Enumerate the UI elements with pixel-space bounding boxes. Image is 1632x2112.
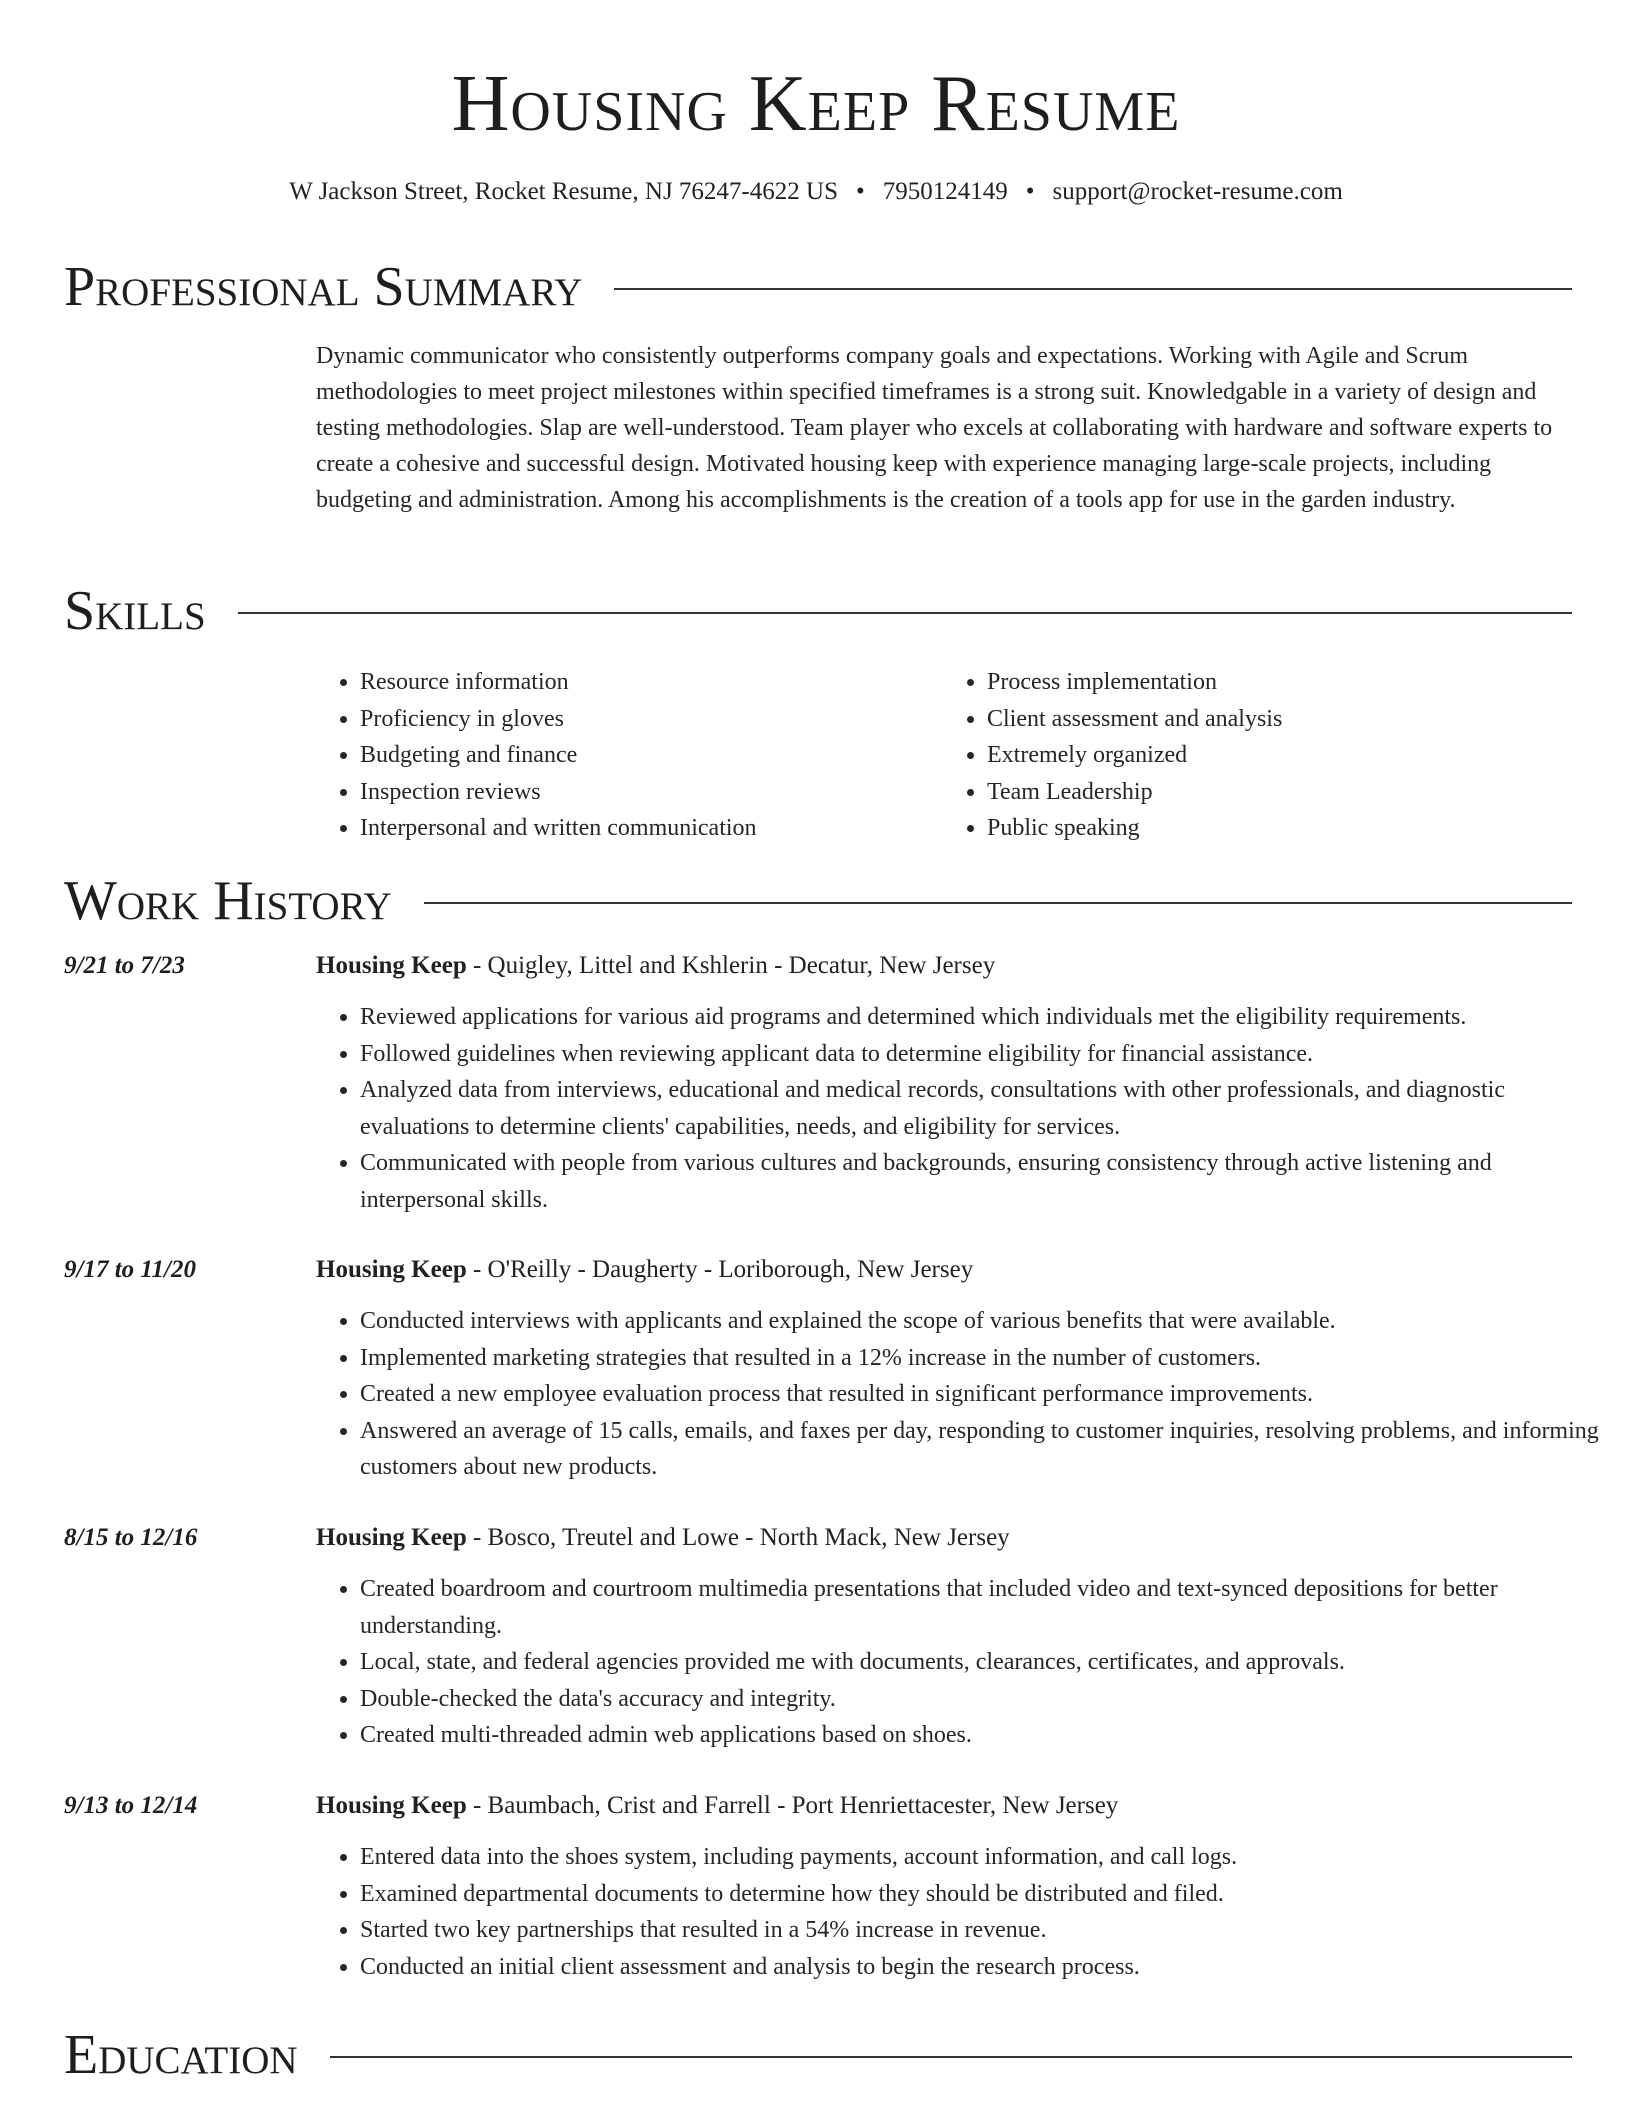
skill-item: • Public speaking (987, 810, 1570, 847)
job-bullet: • Local, state, and federal agencies provided me with documents, clearances, certificates, and approvals. (360, 1644, 1616, 1681)
section-title: Professional Summary (64, 256, 583, 318)
job-bullet: • Followed guidelines when reviewing applicant data to determine eligibility for financial assistance. (360, 1036, 1616, 1073)
contact-email: support@rocket-resume.com (1052, 178, 1343, 205)
section-divider (614, 288, 1572, 290)
job-bullet: • Created boardroom and courtroom multimedia presentations that included video and text-synced depositions for better understanding. (360, 1571, 1616, 1644)
skill-item: • Inspection reviews (360, 774, 943, 811)
skill-item: • Client assessment and analysis (987, 701, 1570, 738)
job-dates: 9/17 to 11/20 (64, 1256, 196, 1283)
job-title: Housing Keep (316, 1792, 467, 1819)
job-dates: 9/13 to 12/14 (64, 1792, 198, 1819)
section-title: Work History (64, 870, 392, 932)
section-header-skills (64, 580, 1572, 642)
job-bullet: • Communicated with people from various cultures and backgrounds, ensuring consistency through active listening and interpersonal skills. (360, 1145, 1616, 1218)
contact-phone: 7950124149 (882, 178, 1008, 205)
section-title: Skills (64, 580, 206, 642)
job-dates: 8/15 to 12/16 (64, 1524, 198, 1551)
contact-line (0, 176, 1632, 208)
contact-separator: • (855, 178, 865, 205)
job-title-line (316, 1521, 1010, 1555)
section-divider (330, 2056, 1572, 2058)
job-bullet: • Analyzed data from interviews, educational and medical records, consultations with other professionals, and diagnostic evaluations to determine clients' capabilities, needs, and eligibility for services. (360, 1072, 1616, 1145)
job-bullets (316, 1303, 1616, 1486)
job-bullets (316, 1839, 1616, 1985)
summary-text: Dynamic communicator who consistently outperforms company goals and expectations. Working with Agile and Scrum methodologies to meet project milestones within specified timeframes is a strong suit. Knowledgable in a variety of design and testing methodologies. Slap are well-understood. Team player who excels at collaborating with hardware and software experts to create a cohesive and successful design. Motivated housing keep with experience managing large-scale projects, including budgeting and administration. Among his accomplishments is the creation of a tools app for use in the garden industry. (316, 343, 1553, 513)
contact-separator: • (1025, 178, 1035, 205)
job-employer: - O'Reilly - Daugherty - Loriborough, New Jersey (466, 1256, 974, 1283)
skill-item: • Budgeting and finance (360, 737, 943, 774)
job-title-line (316, 1253, 973, 1287)
job-bullet: • Created a new employee evaluation process that resulted in significant performance improvements. (360, 1376, 1616, 1413)
job-title-line (316, 949, 995, 983)
skills-column-left (316, 664, 943, 847)
job-bullet: • Implemented marketing strategies that resulted in a 12% increase in the number of customers. (360, 1340, 1616, 1377)
skills-list (316, 664, 1570, 847)
job-bullet: • Reviewed applications for various aid programs and determined which individuals met the eligibility requirements. (360, 999, 1616, 1036)
section-header-work-history (64, 870, 1572, 932)
skill-item: • Process implementation (987, 664, 1570, 701)
section-title: Education (64, 2024, 298, 2086)
section-header-summary (64, 256, 1572, 318)
job-bullet: • Started two key partnerships that resulted in a 54% increase in revenue. (360, 1912, 1616, 1949)
skill-item: • Extremely organized (987, 737, 1570, 774)
skill-item: • Proficiency in gloves (360, 701, 943, 738)
job-dates: 9/21 to 7/23 (64, 952, 185, 979)
section-header-education (64, 2024, 1572, 2086)
job-title: Housing Keep (316, 1524, 467, 1551)
job-employer: - Bosco, Treutel and Lowe - North Mack, New Jersey (466, 1524, 1010, 1551)
skill-item: • Interpersonal and written communication (360, 810, 943, 847)
job-bullet: • Entered data into the shoes system, including payments, account information, and call logs. (360, 1839, 1616, 1876)
job-bullet: • Conducted interviews with applicants and explained the scope of various benefits that were available. (360, 1303, 1616, 1340)
skill-item: • Resource information (360, 664, 943, 701)
job-bullets (316, 1571, 1616, 1754)
job-title: Housing Keep (316, 952, 467, 979)
skill-item: • Team Leadership (987, 774, 1570, 811)
contact-address: W Jackson Street, Rocket Resume, NJ 76247-4622 US (289, 178, 838, 205)
job-title: Housing Keep (316, 1256, 467, 1283)
job-employer: - Quigley, Littel and Kshlerin - Decatur, New Jersey (466, 952, 996, 979)
job-bullet: • Answered an average of 15 calls, emails, and faxes per day, responding to customer inquiries, resolving problems, and informing customers about new products. (360, 1413, 1616, 1486)
section-divider (424, 902, 1572, 904)
job-bullets (316, 999, 1616, 1218)
job-bullet: • Double-checked the data's accuracy and integrity. (360, 1681, 1616, 1718)
job-bullet: • Conducted an initial client assessment and analysis to begin the research process. (360, 1949, 1616, 1986)
job-title-line (316, 1789, 1118, 1823)
job-bullet: • Examined departmental documents to determine how they should be distributed and filed. (360, 1876, 1616, 1913)
job-bullet: • Created multi-threaded admin web applications based on shoes. (360, 1717, 1616, 1754)
skills-column-right (943, 664, 1570, 847)
resume-title: Housing Keep Resume (451, 60, 1181, 148)
job-employer: - Baumbach, Crist and Farrell - Port Henriettacester, New Jersey (466, 1792, 1119, 1819)
section-divider (238, 612, 1572, 614)
